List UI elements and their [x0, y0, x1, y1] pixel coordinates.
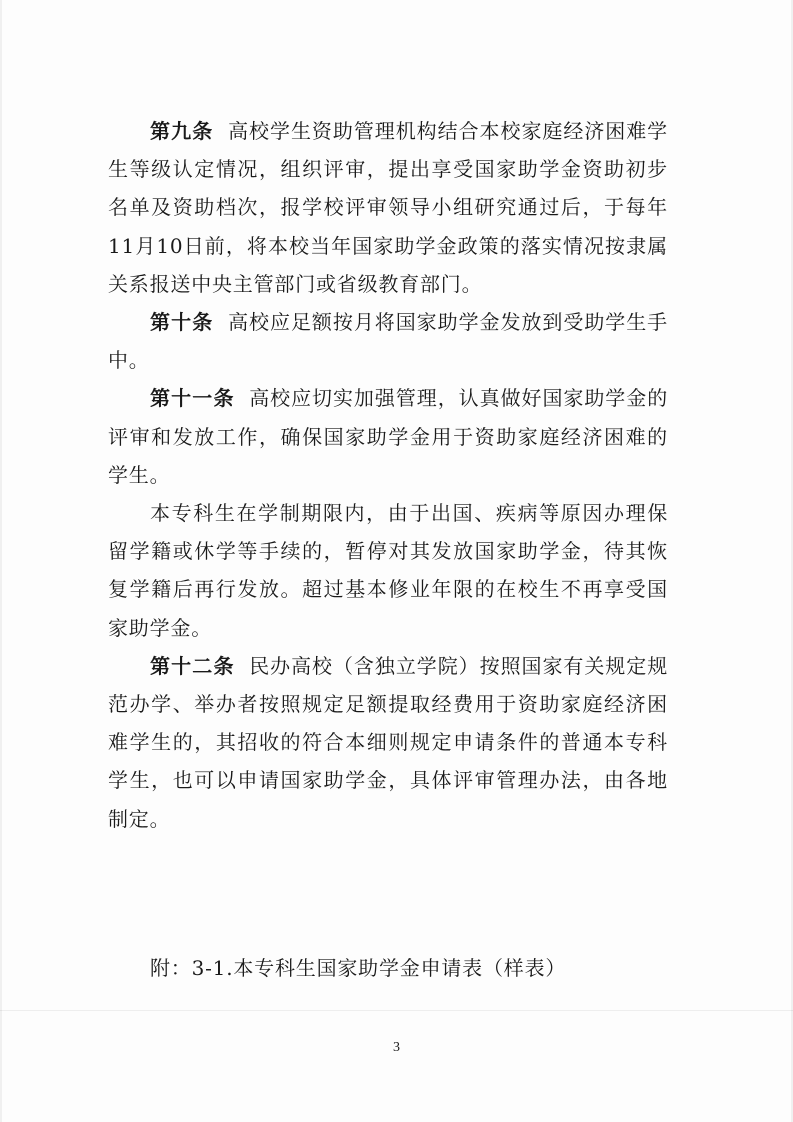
- attachment-note: 附：3-1.本专科生国家助学金申请表（样表）: [150, 956, 567, 980]
- article-text: 高校学生资助管理机构结合本校家庭经济困难学生等级认定情况，组织评审，提出享受国家助学金资助初步名单及资助档次，报学校评审领导小组研究通过后，于每年11月10日前，将本校当年国家助学金政策的落实情况按隶属关系报送中央主管部门或省级教育部门。: [108, 119, 668, 296]
- article-11-paragraph-2: [108, 494, 668, 647]
- article-text: 本专科生在学制期限内，由于出国、疾病等原因办理保留学籍或休学等手续的，暂停对其发放国家助学金，待其恢复学籍后再行发放。超过基本修业年限的在校生不再享受国家助学金。: [108, 501, 668, 640]
- article-11: [108, 379, 668, 494]
- article-heading: 第十条: [150, 310, 214, 335]
- page-number: 3: [393, 1040, 400, 1055]
- article-heading: 第九条: [150, 119, 214, 143]
- article-12: [108, 647, 668, 838]
- scan-artifact-line: [0, 1010, 793, 1011]
- article-heading: 第十一条: [150, 386, 235, 411]
- document-body: [108, 112, 668, 838]
- scan-edge-left: [0, 0, 2, 1122]
- article-text: 高校应足额按月将国家助学金发放到受助学生手中。: [108, 310, 668, 373]
- article-text: 民办高校（含独立学院）按照国家有关规定规范办学、举办者按照规定足额提取经费用于资助家庭经济困难学生的，其招收的符合本细则规定申请条件的普通本专科学生，也可以申请国家助学金，具体评审管理办法，由各地制定。: [108, 653, 668, 831]
- article-9: [108, 112, 668, 303]
- article-text: 高校应切实加强管理，认真做好国家助学金的评审和发放工作，确保国家助学金用于资助家庭经济困难的学生。: [108, 386, 668, 487]
- article-10: [108, 303, 668, 379]
- article-heading: 第十二条: [150, 653, 235, 678]
